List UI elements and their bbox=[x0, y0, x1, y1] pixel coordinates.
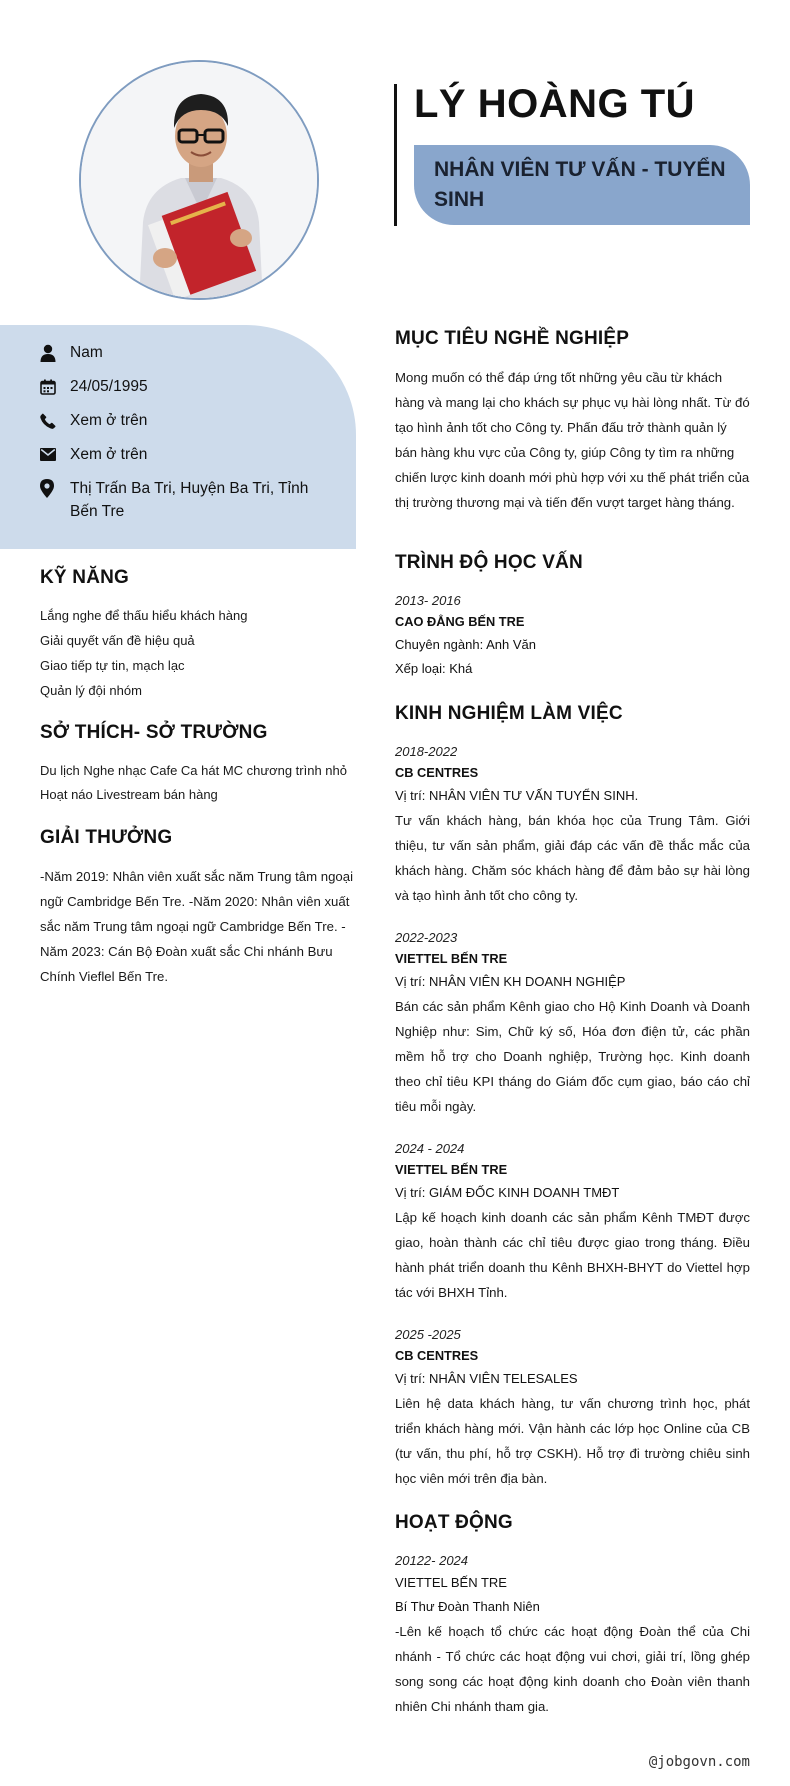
profile-photo-illustration bbox=[81, 62, 319, 300]
objective-text: Mong muốn có thể đáp ứng tốt những yêu cầu từ khách hàng và mang lại cho khách sự phục vụ hài lòng nhất. Từ đó tạo hình ảnh tốt cho Công ty. Phấn đấu trở thành quản lý bán hàng khu vực của Công ty, giúp Công ty tìm ra những chiến lược kinh doanh mới phù hợp với xu thế phát triển của thị trường thương mại và tiến đến vượt target hàng tháng. bbox=[395, 370, 750, 510]
contact-gender bbox=[40, 341, 310, 364]
education-school: CAO ĐẲNG BẾN TRE bbox=[395, 614, 525, 629]
job-description: Lập kế hoạch kinh doanh các sản phẩm Kênh TMĐT được giao, hoàn thành các chỉ tiêu được giao trong tháng. Điều hành phát triển doanh thu Kênh BHXH-BHYT do Viettel hợp tác với BHXH Tỉnh. bbox=[395, 1210, 750, 1300]
education-date: 2013- 2016 bbox=[395, 593, 461, 608]
activity-org: VIETTEL BẾN TRE bbox=[395, 1575, 507, 1590]
address-value: Thị Trấn Ba Tri, Huyện Ba Tri, Tỉnh Bến Tre bbox=[70, 480, 309, 520]
location-pin-icon bbox=[40, 477, 64, 500]
email-value: Xem ở trên bbox=[70, 446, 148, 463]
job-date: 2025 -2025 bbox=[395, 1327, 461, 1342]
job-description: Bán các sản phẩm Kênh giao cho Hộ Kinh Doanh và Doanh Nghiệp như: Sim, Chữ ký số, Hóa đơn điện tử, các phần mềm hỗ trợ cho Doanh nghiệp, Trường học. Kinh doanh theo chỉ tiêu KPI tháng do Giám đốc cụm giao, báo cáo chỉ tiêu mỗi ngày. bbox=[395, 999, 750, 1114]
phone-icon bbox=[40, 409, 64, 432]
phone-value: Xem ở trên bbox=[70, 412, 148, 429]
activity-date: 20122- 2024 bbox=[395, 1553, 469, 1568]
education-grade: Xếp loại: Khá bbox=[395, 661, 473, 676]
list-item: Quản lý đội nhóm bbox=[40, 683, 142, 698]
job-date: 2018-2022 bbox=[395, 744, 458, 759]
hobbies-text: Du lịch Nghe nhạc Cafe Ca hát MC chương trình nhỏ Hoạt náo Livestream bán hàng bbox=[40, 763, 347, 802]
skills-heading: KỸ NĂNG bbox=[40, 567, 130, 588]
awards-text: -Năm 2019: Nhân viên xuất sắc năm Trung tâm ngoại ngữ Cambridge Bến Tre. -Năm 2020: Nhân viên xuất sắc năm Trung tâm ngoại ngữ Cambridge Bến Tre. -Năm 2023: Cán Bộ Đoàn xuất sắc Chi nhánh Bưu Chính Vieflel Bến Tre. bbox=[40, 869, 354, 984]
job-org: VIETTEL BẾN TRE bbox=[395, 1162, 508, 1177]
job-title: NHÂN VIÊN TƯ VẤN - TUYỂN SINH bbox=[434, 158, 726, 211]
awards-heading: GIẢI THƯỞNG bbox=[40, 827, 173, 848]
experience-heading: KINH NGHIỆM LÀM VIỆC bbox=[395, 703, 623, 724]
activities-heading: HOẠT ĐỘNG bbox=[395, 1512, 513, 1533]
contact-birthday bbox=[40, 375, 310, 398]
list-item: Giao tiếp tự tin, mạch lạc bbox=[40, 658, 185, 673]
candidate-name: LÝ HOÀNG TÚ bbox=[414, 82, 696, 126]
job-description: Tư vấn khách hàng, bán khóa học của Trung Tâm. Giới thiệu, tư vấn sản phẩm, giải đáp các vấn đề thắc mắc của khách hàng. Chăm sóc khách hàng để đảm bảo sự hài lòng và tạo hình ảnh tốt cho công ty. bbox=[395, 813, 750, 903]
objective-heading: MỤC TIÊU NGHỀ NGHIỆP bbox=[395, 328, 630, 349]
list-item: Giải quyết vấn đề hiệu quả bbox=[40, 633, 195, 648]
list-item: Lắng nghe để thấu hiểu khách hàng bbox=[40, 608, 248, 623]
job-org: VIETTEL BẾN TRE bbox=[395, 951, 508, 966]
activity-description: -Lên kế hoạch tổ chức các hoạt động Đoàn thể của Chi nhánh - Tổ chức các hoạt động vui chơi, giải trí, lồng ghép song song các hoạt động kinh doanh cho Đoàn viên thanh nhiên Chi nhánh tham gia. bbox=[395, 1624, 750, 1714]
person-icon bbox=[40, 341, 64, 364]
name-accent-bar bbox=[394, 84, 397, 226]
mail-icon bbox=[40, 443, 64, 466]
job-description: Liên hệ data khách hàng, tư vấn chương trình học, phát triển khách hàng mới. Vận hành các lớp học Online của CB (tư vấn, thu phí, hỗ trợ CSKH). Hỗ trợ đi trường chiêu sinh học viên mới trên địa bàn. bbox=[395, 1396, 750, 1486]
watermark: @jobgovn.com bbox=[648, 1754, 750, 1770]
gender-value: Nam bbox=[70, 344, 103, 361]
experience-job bbox=[395, 1139, 750, 1305]
hobbies-heading: SỞ THÍCH- SỞ TRƯỜNG bbox=[40, 722, 268, 743]
activity-entry bbox=[395, 1551, 750, 1719]
contact-phone bbox=[40, 409, 310, 432]
birthday-value: 24/05/1995 bbox=[70, 378, 148, 395]
job-position: Vị trí: NHÂN VIÊN KH DOANH NGHIỆP bbox=[395, 974, 626, 989]
job-org: CB CENTRES bbox=[395, 1348, 479, 1363]
experience-job bbox=[395, 742, 750, 908]
experience-job bbox=[395, 928, 750, 1119]
job-title-badge bbox=[414, 145, 750, 225]
profile-photo bbox=[79, 60, 319, 300]
contact-email bbox=[40, 443, 310, 466]
education-entry bbox=[395, 591, 750, 681]
job-date: 2024 - 2024 bbox=[395, 1141, 465, 1156]
activity-role: Bí Thư Đoàn Thanh Niên bbox=[395, 1599, 540, 1614]
job-position: Vị trí: NHÂN VIÊN TƯ VẤN TUYỂN SINH. bbox=[395, 788, 639, 803]
experience-job bbox=[395, 1325, 750, 1491]
education-major: Chuyên ngành: Anh Văn bbox=[395, 637, 536, 652]
skills-list bbox=[40, 603, 340, 703]
job-org: CB CENTRES bbox=[395, 765, 479, 780]
education-heading: TRÌNH ĐỘ HỌC VẤN bbox=[395, 552, 583, 573]
job-date: 2022-2023 bbox=[395, 930, 458, 945]
contact-address bbox=[40, 477, 310, 523]
calendar-icon bbox=[40, 375, 64, 398]
job-position: Vị trí: GIÁM ĐỐC KINH DOANH TMĐT bbox=[395, 1185, 620, 1200]
job-position: Vị trí: NHÂN VIÊN TELESALES bbox=[395, 1371, 578, 1386]
